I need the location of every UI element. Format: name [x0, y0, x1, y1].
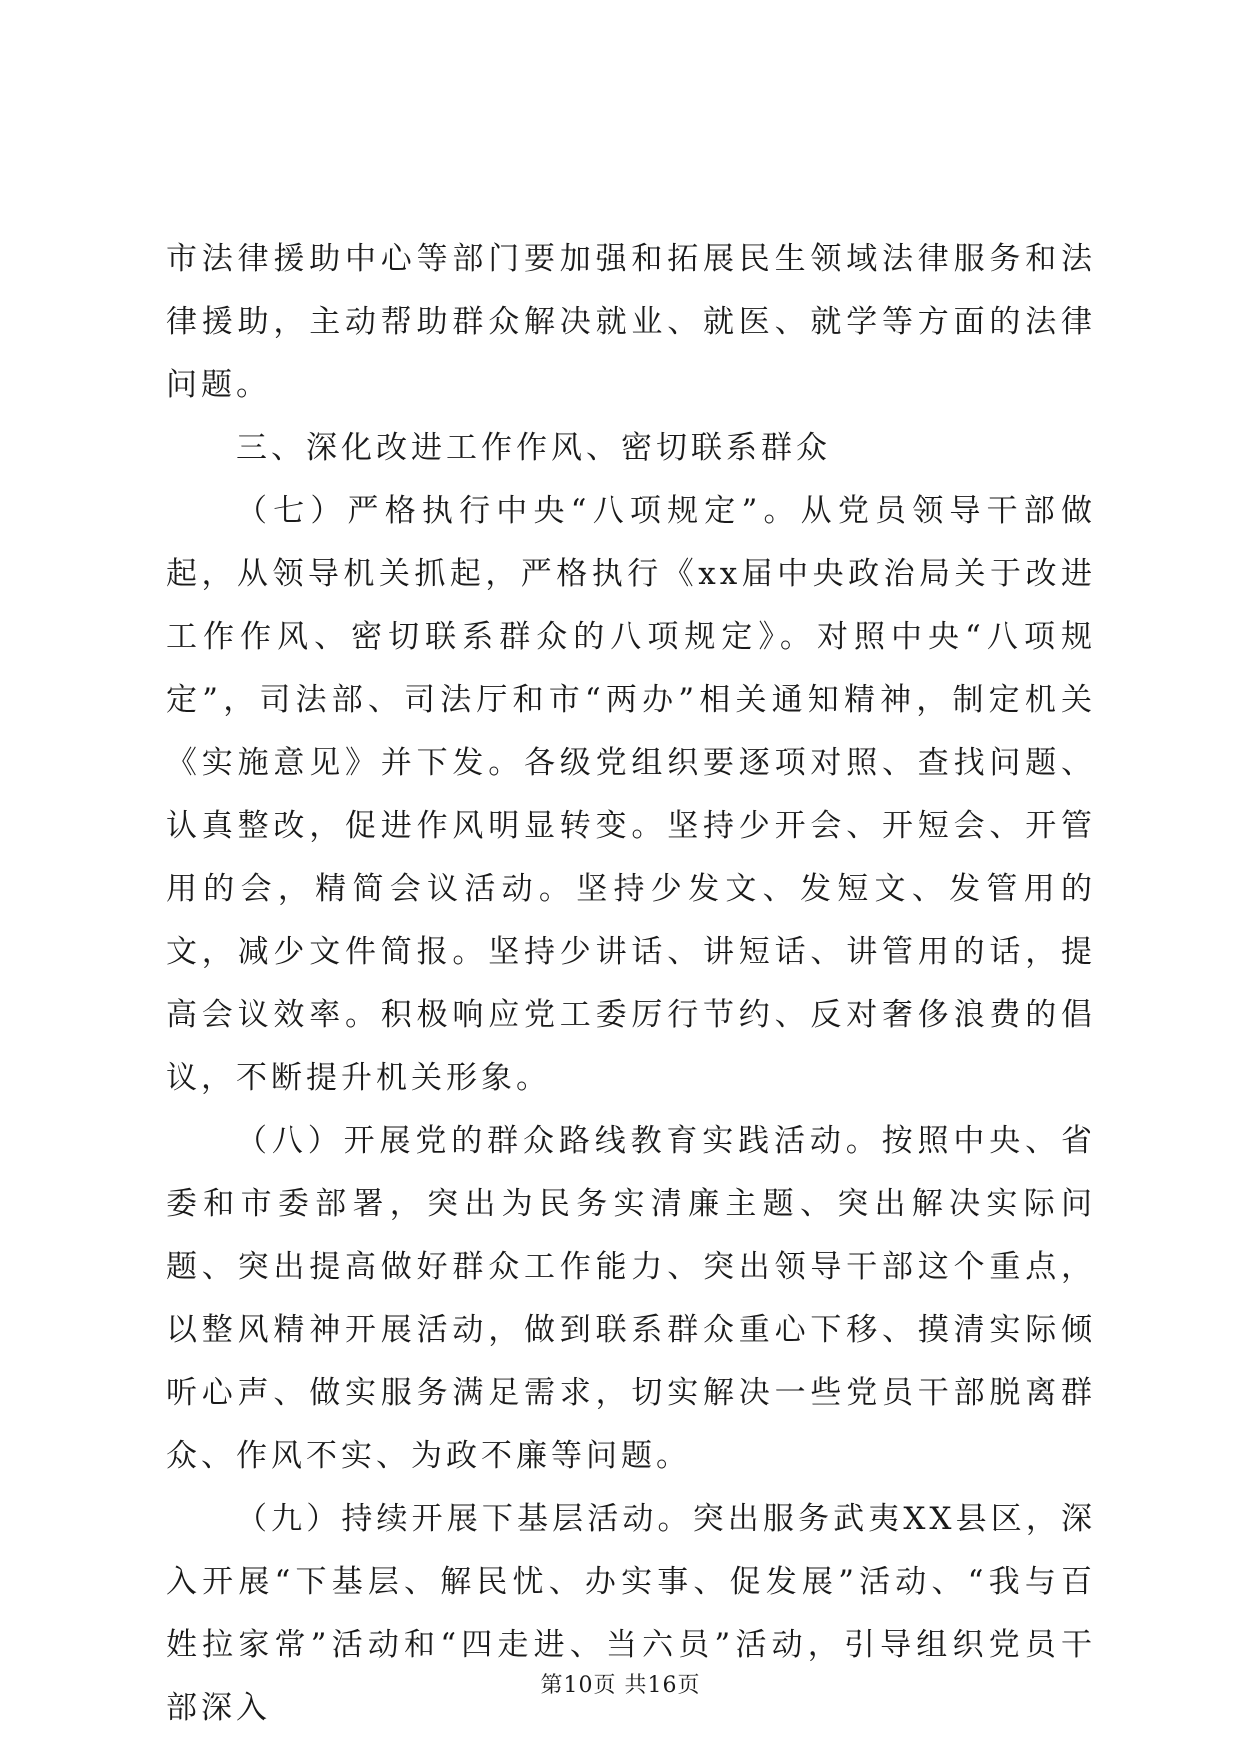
paragraph-eight: （八）开展党的群众路线教育实践活动。按照中央、省委和市委部署，突出为民务实清廉主题、突出解决实际问题、突出提高做好群众工作能力、突出领导干部这个重点，以整风精神开展活动，做到联系群众重心下移、摸清实际倾听心声、做实服务满足需求，切实解决一些党员干部脱离群众、作风不实、为政不廉等问题。	[166, 1123, 1096, 1474]
page-number-footer: 第10页 共16页	[540, 1673, 701, 1698]
section-heading-three: 三、深化改进工作作风、密切联系群众	[236, 430, 831, 466]
paragraph-continuation: 市法律援助中心等部门要加强和拓展民生领域法律服务和法律援助，主动帮助群众解决就业、就医、就学等方面的法律问题。	[166, 241, 1096, 403]
paragraph-nine: （九）持续开展下基层活动。突出服务武夷XX县区，深入开展“下基层、解民忧、办实事、促发展”活动、“我与百姓拉家常”活动和“四走进、当六员”活动，引导组织党员干部深入	[166, 1501, 1096, 1726]
paragraph-seven: （七）严格执行中央“八项规定”。从党员领导干部做起，从领导机关抓起，严格执行《xx届中央政治局关于改进工作作风、密切联系群众的八项规定》。对照中央“八项规定”，司法部、司法厅和市“两办”相关通知精神，制定机关《实施意见》并下发。各级党组织要逐项对照、查找问题、认真整改，促进作风明显转变。坚持少开会、开短会、开管用的会，精简会议活动。坚持少发文、发短文、发管用的文，减少文件简报。坚持少讲话、讲短话、讲管用的话，提高会议效率。积极响应党工委厉行节约、反对奢侈浪费的倡议，不断提升机关形象。	[166, 493, 1096, 1096]
document-body	[166, 228, 1096, 1740]
